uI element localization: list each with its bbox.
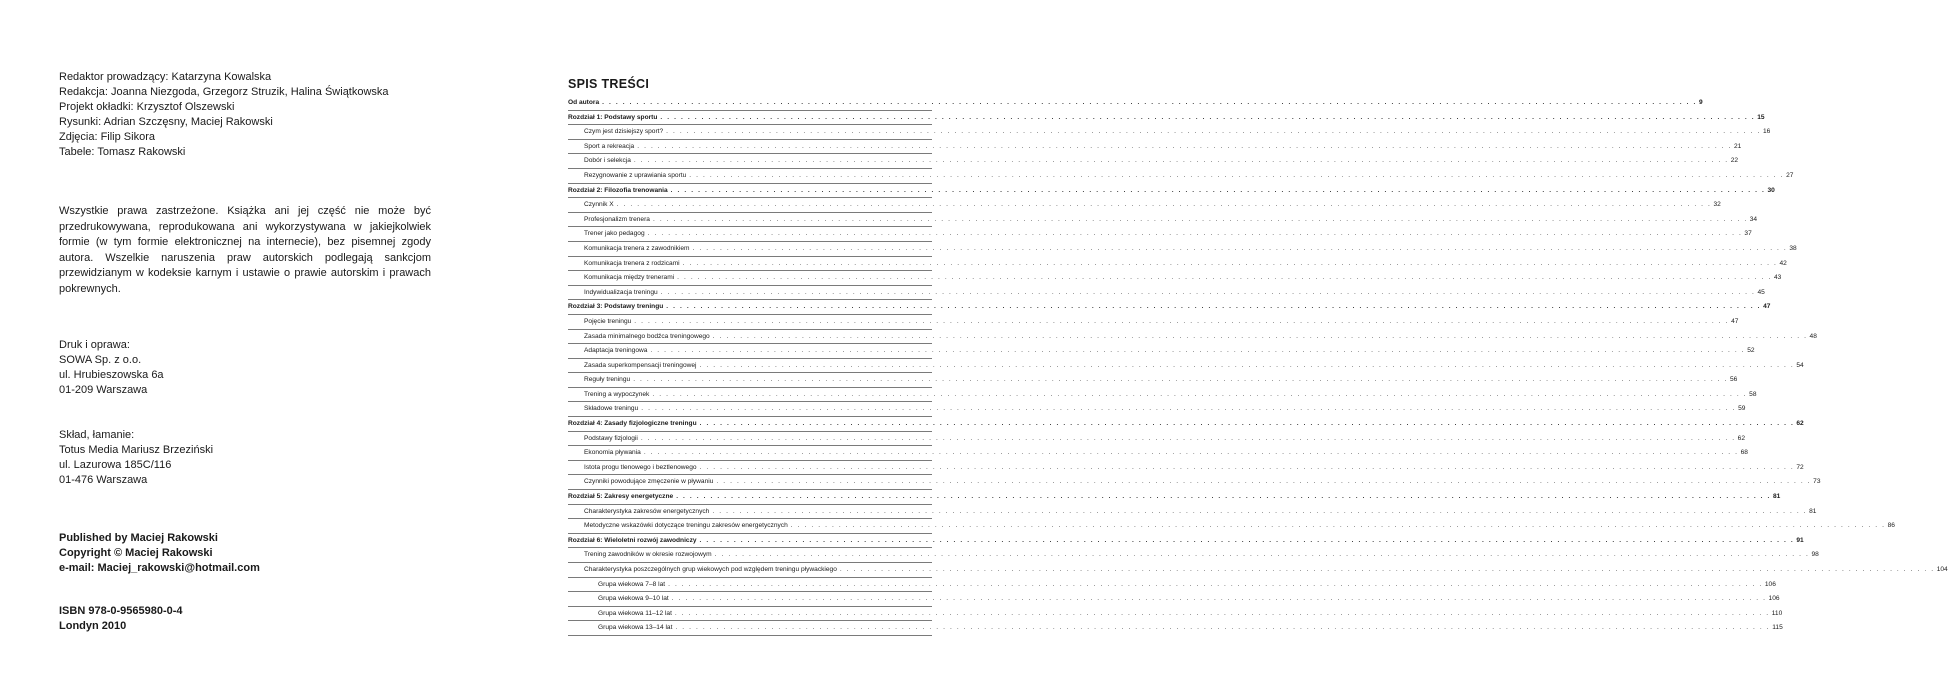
toc-leader-dots: . . . . . . . . . . . . . . . . . . . . . . . . . . . . . . . . . . . . . . . . . . . . . . . . . . . . . . . . . . . . . . . . . . . . . . . . . . . . . . . . . . . . . . . . . . . . . . . . . . . . . . . . . . . . . . . . . . . . . . . . . . . . . . . . . . . . . . . . . . . . . . . . . . . . . . . . . . . . . . . . [668, 580, 1763, 588]
toc-page-number: 56 [1729, 376, 1738, 384]
typesetting-info [59, 428, 213, 488]
toc-page-number: 43 [1773, 274, 1782, 282]
toc-chapter-row [568, 534, 1804, 549]
publisher-line: e-mail: Maciej_rakowski@hotmail.com [59, 562, 260, 574]
toc-leader-dots: . . . . . . . . . . . . . . . . . . . . . . . . . . . . . . . . . . . . . . . . . . . . . . . . . . . . . . . . . . . . . . . . . . . . . . . . . . . . . . . . . . . . . . . . . . . . . . . . . . . . . . . . . . . . . . . . . . . . . . . . . . . . . . . . . . . . . . . . . . . . . . . . . . . . . . . . . . . . . . . . [712, 507, 1808, 515]
toc-page-number: 98 [1811, 551, 1819, 559]
toc-page-number: 47 [1731, 317, 1739, 325]
print-line: Druk i oprawa: [59, 339, 130, 351]
toc-entry-label: Rozdział 4: Zasady fizjologiczne treningu [568, 420, 697, 428]
credit-line: Redakcja: Joanna Niezgoda, Grzegorz Struzik, Halina Świątkowska [59, 86, 389, 98]
toc-section-row [568, 373, 1738, 388]
toc-entry-label: Charakterystyka zakresów energetycznych [584, 507, 710, 515]
toc-entry-label: Trening a wypoczynek [584, 390, 650, 398]
toc-section-row [568, 621, 1783, 636]
toc-section-row [568, 461, 1804, 476]
toc-title: SPIS TREŚCI [568, 77, 650, 91]
publisher-info [59, 531, 260, 576]
toc-page-number: 106 [1764, 580, 1776, 588]
toc-entry-label: Profesjonalizm trenera [584, 215, 650, 223]
toc-section-row [568, 592, 1780, 607]
toc-page-number: 73 [1813, 478, 1821, 486]
toc-leader-dots: . . . . . . . . . . . . . . . . . . . . . . . . . . . . . . . . . . . . . . . . . . . . . . . . . . . . . . . . . . . . . . . . . . . . . . . . . . . . . . . . . . . . . . . . . . . . . . . . . . . . . . . . . . . . . . . . . . . . . . . . . . . . . . . . . . . . . . . . . . . . . . . . . . . . . . . . . . . . . . . . [682, 259, 1778, 267]
toc-section-row [568, 402, 1746, 417]
toc-leader-dots: . . . . . . . . . . . . . . . . . . . . . . . . . . . . . . . . . . . . . . . . . . . . . . . . . . . . . . . . . . . . . . . . . . . . . . . . . . . . . . . . . . . . . . . . . . . . . . . . . . . . . . . . . . . . . . . . . . . . . . . . . . . . . . . . . . . . . . . . . . . . . . . . . . . . . . . . . . . . . . . . [699, 536, 1795, 544]
toc-page-number: 22 [1730, 157, 1739, 165]
toc-leader-dots: . . . . . . . . . . . . . . . . . . . . . . . . . . . . . . . . . . . . . . . . . . . . . . . . . . . . . . . . . . . . . . . . . . . . . . . . . . . . . . . . . . . . . . . . . . . . . . . . . . . . . . . . . . . . . . . . . . . . . . . . . . . . . . . . . . . . . . . . . . . . . . . . . . . . . . . . . . . . . . . . [666, 128, 1761, 136]
toc-page-number: 58 [1749, 390, 1757, 398]
toc-entry-label: Rozdział 1: Podstawy sportu [568, 113, 658, 121]
toc-page-number: 115 [1772, 624, 1783, 632]
toc-section-row [568, 286, 1765, 301]
toc-leader-dots: . . . . . . . . . . . . . . . . . . . . . . . . . . . . . . . . . . . . . . . . . . . . . . . . . . . . . . . . . . . . . . . . . . . . . . . . . . . . . . . . . . . . . . . . . . . . . . . . . . . . . . . . . . . . . . . . . . . . . . . . . . . . . . . . . . . . . . . . . . . . . . . . . . . . . . . . . . . . . . . . [602, 99, 1697, 106]
toc-entry-label: Grupa wiekowa 11–12 lat [598, 609, 672, 617]
print-line: 01-209 Warszawa [59, 384, 148, 396]
toc-section-row [568, 315, 1739, 330]
toc-section-row [568, 242, 1797, 257]
toc-entry-label: Od autora [568, 99, 600, 106]
toc-page-number: 52 [1747, 347, 1755, 355]
toc-entry-label: Grupa wiekowa 13–14 lat [598, 624, 673, 632]
toc-section-row [568, 505, 1817, 520]
toc-leader-dots: . . . . . . . . . . . . . . . . . . . . . . . . . . . . . . . . . . . . . . . . . . . . . . . . . . . . . . . . . . . . . . . . . . . . . . . . . . . . . . . . . . . . . . . . . . . . . . . . . . . . . . . . . . . . . . . . . . . . . . . . . . . . . . . . . . . . . . . . . . . . . . . . . . . . . . . . . . . . . . . . [699, 463, 1795, 471]
print-line: SOWA Sp. z o.o. [59, 354, 142, 366]
toc-page-number: 68 [1740, 449, 1748, 457]
toc-leader-dots: . . . . . . . . . . . . . . . . . . . . . . . . . . . . . . . . . . . . . . . . . . . . . . . . . . . . . . . . . . . . . . . . . . . . . . . . . . . . . . . . . . . . . . . . . . . . . . . . . . . . . . . . . . . . . . . . . . . . . . . . . . . . . . . . . . . . . . . . . . . . . . . . . . . . . . . . . . . . . . . . [675, 624, 1771, 632]
toc-section-row [568, 154, 1739, 169]
toc-leader-dots: . . . . . . . . . . . . . . . . . . . . . . . . . . . . . . . . . . . . . . . . . . . . . . . . . . . . . . . . . . . . . . . . . . . . . . . . . . . . . . . . . . . . . . . . . . . . . . . . . . . . . . . . . . . . . . . . . . . . . . . . . . . . . . . . . . . . . . . . . . . . . . . . . . . . . . . . . . . . . . . . [790, 522, 1886, 530]
toc-page-number: 37 [1744, 230, 1752, 238]
toc-page-number: 45 [1757, 288, 1765, 296]
toc-entry-label: Komunikacja trenera z zawodnikiem [584, 244, 690, 252]
isbn-line: Londyn 2010 [59, 620, 127, 632]
toc-section-row [568, 198, 1721, 213]
toc-leader-dots: . . . . . . . . . . . . . . . . . . . . . . . . . . . . . . . . . . . . . . . . . . . . . . . . . . . . . . . . . . . . . . . . . . . . . . . . . . . . . . . . . . . . . . . . . . . . . . . . . . . . . . . . . . . . . . . . . . . . . . . . . . . . . . . . . . . . . . . . . . . . . . . . . . . . . . . . . . . . . . . . [660, 113, 1756, 121]
toc-entry-label: Sport a rekreacja [584, 142, 635, 150]
toc-page-number: 62 [1737, 434, 1746, 442]
toc-page-number: 16 [1762, 128, 1771, 136]
credit-line: Tabele: Tomasz Rakowski [59, 146, 186, 158]
toc-section-row [568, 563, 1948, 578]
toc-entry-label: Zasada minimalnego bodźca treningowego [584, 332, 710, 340]
toc-page-number: 106 [1768, 595, 1780, 603]
toc-leader-dots: . . . . . . . . . . . . . . . . . . . . . . . . . . . . . . . . . . . . . . . . . . . . . . . . . . . . . . . . . . . . . . . . . . . . . . . . . . . . . . . . . . . . . . . . . . . . . . . . . . . . . . . . . . . . . . . . . . . . . . . . . . . . . . . . . . . . . . . . . . . . . . . . . . . . . . . . . . . . . . . . [652, 215, 1748, 223]
toc-section-row [568, 330, 1817, 345]
toc-leader-dots: . . . . . . . . . . . . . . . . . . . . . . . . . . . . . . . . . . . . . . . . . . . . . . . . . . . . . . . . . . . . . . . . . . . . . . . . . . . . . . . . . . . . . . . . . . . . . . . . . . . . . . . . . . . . . . . . . . . . . . . . . . . . . . . . . . . . . . . . . . . . . . . . . . . . . . . . . . . . . . . . [839, 566, 1935, 573]
rights-notice: Wszystkie prawa zastrzeżone. Książka ani jej część nie może być przedrukowywana, reprodukowana ani wykorzystywana w jakiejkolwiek formie (w tym formie elektronicznej na internecie), bez pisemnej zgody autora. Wszelkie naruszenia praw autorskich podlegają sankcjom przewidzianym w kodeksie karnym i ustawie o prawie autorskim i prawach pokrewnych. [59, 205, 431, 295]
toc-leader-dots: . . . . . . . . . . . . . . . . . . . . . . . . . . . . . . . . . . . . . . . . . . . . . . . . . . . . . . . . . . . . . . . . . . . . . . . . . . . . . . . . . . . . . . . . . . . . . . . . . . . . . . . . . . . . . . . . . . . . . . . . . . . . . . . . . . . . . . . . . . . . . . . . . . . . . . . . . . . . . . . . [714, 551, 1810, 559]
toc-chapter-row [568, 96, 1703, 111]
toc-section-row [568, 519, 1895, 534]
toc-entry-label: Istota progu tlenowego i beztlenowego [584, 463, 697, 471]
toc-page-number: 54 [1796, 361, 1804, 369]
toc-leader-dots: . . . . . . . . . . . . . . . . . . . . . . . . . . . . . . . . . . . . . . . . . . . . . . . . . . . . . . . . . . . . . . . . . . . . . . . . . . . . . . . . . . . . . . . . . . . . . . . . . . . . . . . . . . . . . . . . . . . . . . . . . . . . . . . . . . . . . . . . . . . . . . . . . . . . . . . . . . . . . . . . [671, 595, 1767, 603]
publisher-line: Published by Maciej Rakowski [59, 532, 218, 544]
toc-page-number: 34 [1749, 215, 1758, 223]
toc-page-number: 48 [1809, 332, 1817, 340]
toc-leader-dots: . . . . . . . . . . . . . . . . . . . . . . . . . . . . . . . . . . . . . . . . . . . . . . . . . . . . . . . . . . . . . . . . . . . . . . . . . . . . . . . . . . . . . . . . . . . . . . . . . . . . . . . . . . . . . . . . . . . . . . . . . . . . . . . . . . . . . . . . . . . . . . . . . . . . . . . . . . . . . . . . [660, 288, 1756, 296]
toc-chapter-row [568, 417, 1804, 432]
toc-entry-label: Metodyczne wskazówki dotyczące treningu zakresów energetycznych [584, 522, 788, 530]
toc-list [568, 96, 1948, 636]
toc-entry-label: Rozdział 5: Zakresy energetyczne [568, 493, 674, 501]
isbn-line: ISBN 978-0-9565980-0-4 [59, 605, 183, 617]
toc-entry-label: Reguły treningu [584, 376, 631, 384]
toc-leader-dots: . . . . . . . . . . . . . . . . . . . . . . . . . . . . . . . . . . . . . . . . . . . . . . . . . . . . . . . . . . . . . . . . . . . . . . . . . . . . . . . . . . . . . . . . . . . . . . . . . . . . . . . . . . . . . . . . . . . . . . . . . . . . . . . . . . . . . . . . . . . . . . . . . . . . . . . . . . . . . . . . [647, 230, 1743, 238]
toc-section-row [568, 257, 1787, 272]
toc-entry-label: Trening zawodników w okresie rozwojowym [584, 551, 712, 559]
toc-section-row [568, 359, 1804, 374]
toc-section-row [568, 344, 1755, 359]
toc-page-number: 15 [1757, 113, 1765, 121]
toc-leader-dots: . . . . . . . . . . . . . . . . . . . . . . . . . . . . . . . . . . . . . . . . . . . . . . . . . . . . . . . . . . . . . . . . . . . . . . . . . . . . . . . . . . . . . . . . . . . . . . . . . . . . . . . . . . . . . . . . . . . . . . . . . . . . . . . . . . . . . . . . . . . . . . . . . . . . . . . . . . . . . . . . [643, 449, 1739, 457]
toc-leader-dots: . . . . . . . . . . . . . . . . . . . . . . . . . . . . . . . . . . . . . . . . . . . . . . . . . . . . . . . . . . . . . . . . . . . . . . . . . . . . . . . . . . . . . . . . . . . . . . . . . . . . . . . . . . . . . . . . . . . . . . . . . . . . . . . . . . . . . . . . . . . . . . . . . . . . . . . . . . . . . . . . [699, 361, 1795, 369]
toc-section-row [568, 271, 1782, 286]
toc-section-row [568, 227, 1752, 242]
print-line: ul. Hrubieszowska 6a [59, 369, 164, 381]
toc-leader-dots: . . . . . . . . . . . . . . . . . . . . . . . . . . . . . . . . . . . . . . . . . . . . . . . . . . . . . . . . . . . . . . . . . . . . . . . . . . . . . . . . . . . . . . . . . . . . . . . . . . . . . . . . . . . . . . . . . . . . . . . . . . . . . . . . . . . . . . . . . . . . . . . . . . . . . . . . . . . . . . . . [670, 186, 1766, 194]
toc-leader-dots: . . . . . . . . . . . . . . . . . . . . . . . . . . . . . . . . . . . . . . . . . . . . . . . . . . . . . . . . . . . . . . . . . . . . . . . . . . . . . . . . . . . . . . . . . . . . . . . . . . . . . . . . . . . . . . . . . . . . . . . . . . . . . . . . . . . . . . . . . . . . . . . . . . . . . . . . . . . . . . . . [650, 347, 1746, 355]
toc-section-row [568, 578, 1776, 593]
typesetting-line: Totus Media Mariusz Brzeziński [59, 444, 214, 456]
credit-line: Rysunki: Adrian Szczęsny, Maciej Rakowski [59, 116, 273, 128]
toc-entry-label: Charakterystyka poszczególnych grup wiekowych pod względem treningu pływackiego [584, 566, 837, 573]
toc-entry-label: Podstawy fizjologii [584, 434, 638, 442]
toc-entry-label: Rezygnowanie z uprawiania sportu [584, 171, 687, 179]
toc-page-number: 91 [1796, 536, 1804, 544]
toc-leader-dots: . . . . . . . . . . . . . . . . . . . . . . . . . . . . . . . . . . . . . . . . . . . . . . . . . . . . . . . . . . . . . . . . . . . . . . . . . . . . . . . . . . . . . . . . . . . . . . . . . . . . . . . . . . . . . . . . . . . . . . . . . . . . . . . . . . . . . . . . . . . . . . . . . . . . . . . . . . . . . . . . [674, 609, 1770, 617]
toc-page-number: 86 [1887, 522, 1895, 530]
toc-leader-dots: . . . . . . . . . . . . . . . . . . . . . . . . . . . . . . . . . . . . . . . . . . . . . . . . . . . . . . . . . . . . . . . . . . . . . . . . . . . . . . . . . . . . . . . . . . . . . . . . . . . . . . . . . . . . . . . . . . . . . . . . . . . . . . . . . . . . . . . . . . . . . . . . . . . . . . . . . . . . . . . . [666, 303, 1762, 311]
toc-section-row [568, 475, 1821, 490]
toc-leader-dots: . . . . . . . . . . . . . . . . . . . . . . . . . . . . . . . . . . . . . . . . . . . . . . . . . . . . . . . . . . . . . . . . . . . . . . . . . . . . . . . . . . . . . . . . . . . . . . . . . . . . . . . . . . . . . . . . . . . . . . . . . . . . . . . . . . . . . . . . . . . . . . . . . . . . . . . . . . . . . . . . [712, 332, 1808, 340]
typesetting-line: Skład, łamanie: [59, 429, 135, 441]
toc-chapter-row [568, 300, 1771, 315]
toc-page-number: 42 [1779, 259, 1787, 267]
toc-page-number: 47 [1763, 303, 1771, 311]
toc-entry-label: Ekonomia pływania [584, 449, 641, 457]
toc-entry-label: Indywidualizacja treningu [584, 288, 658, 296]
credit-line: Projekt okładki: Krzysztof Olszewski [59, 101, 235, 113]
toc-leader-dots: . . . . . . . . . . . . . . . . . . . . . . . . . . . . . . . . . . . . . . . . . . . . . . . . . . . . . . . . . . . . . . . . . . . . . . . . . . . . . . . . . . . . . . . . . . . . . . . . . . . . . . . . . . . . . . . . . . . . . . . . . . . . . . . . . . . . . . . . . . . . . . . . . . . . . . . . . . . . . . . . [641, 405, 1737, 413]
toc-section-row [568, 548, 1819, 563]
toc-leader-dots: . . . . . . . . . . . . . . . . . . . . . . . . . . . . . . . . . . . . . . . . . . . . . . . . . . . . . . . . . . . . . . . . . . . . . . . . . . . . . . . . . . . . . . . . . . . . . . . . . . . . . . . . . . . . . . . . . . . . . . . . . . . . . . . . . . . . . . . . . . . . . . . . . . . . . . . . . . . . . . . . [716, 478, 1812, 486]
toc-entry-label: Adaptacja treningowa [584, 347, 648, 355]
toc-page-number: 59 [1738, 405, 1746, 413]
toc-entry-label: Rozdział 3: Podstawy treningu [568, 303, 664, 311]
toc-entry-label: Czynnik X [584, 201, 614, 209]
credit-line: Redaktor prowadzący: Katarzyna Kowalska [59, 71, 272, 83]
toc-leader-dots: . . . . . . . . . . . . . . . . . . . . . . . . . . . . . . . . . . . . . . . . . . . . . . . . . . . . . . . . . . . . . . . . . . . . . . . . . . . . . . . . . . . . . . . . . . . . . . . . . . . . . . . . . . . . . . . . . . . . . . . . . . . . . . . . . . . . . . . . . . . . . . . . . . . . . . . . . . . . . . . . [640, 434, 1736, 442]
isbn-info [59, 604, 183, 634]
toc-section-row [568, 213, 1758, 228]
toc-section-row [568, 446, 1748, 461]
credits-block [59, 70, 429, 160]
toc-page-number: 27 [1786, 171, 1794, 179]
credit-line: Zdjęcia: Filip Sikora [59, 131, 155, 143]
toc-leader-dots: . . . . . . . . . . . . . . . . . . . . . . . . . . . . . . . . . . . . . . . . . . . . . . . . . . . . . . . . . . . . . . . . . . . . . . . . . . . . . . . . . . . . . . . . . . . . . . . . . . . . . . . . . . . . . . . . . . . . . . . . . . . . . . . . . . . . . . . . . . . . . . . . . . . . . . . . . . . . . . . . [699, 420, 1795, 428]
toc-leader-dots: . . . . . . . . . . . . . . . . . . . . . . . . . . . . . . . . . . . . . . . . . . . . . . . . . . . . . . . . . . . . . . . . . . . . . . . . . . . . . . . . . . . . . . . . . . . . . . . . . . . . . . . . . . . . . . . . . . . . . . . . . . . . . . . . . . . . . . . . . . . . . . . . . . . . . . . . . . . . . . . . [676, 493, 1771, 501]
toc-entry-label: Grupa wiekowa 7–8 lat [598, 580, 666, 588]
toc-page-number: 62 [1796, 420, 1804, 428]
typesetting-line: 01-476 Warszawa [59, 474, 148, 486]
toc-entry-label: Czym jest dzisiejszy sport? [584, 128, 664, 136]
toc-page-number: 72 [1796, 463, 1804, 471]
toc-section-row [568, 169, 1794, 184]
toc-entry-label: Pojęcie treningu [584, 317, 632, 325]
toc-entry-label: Trener jako pedagog [584, 230, 645, 238]
toc-entry-label: Dobór i selekcja [584, 157, 631, 165]
toc-section-row [568, 432, 1746, 447]
toc-page-number: 110 [1771, 609, 1783, 617]
toc-page-number: 32 [1713, 201, 1721, 209]
toc-page-number: 38 [1789, 244, 1797, 252]
table-of-contents [568, 77, 1948, 636]
print-info [59, 338, 164, 398]
toc-leader-dots: . . . . . . . . . . . . . . . . . . . . . . . . . . . . . . . . . . . . . . . . . . . . . . . . . . . . . . . . . . . . . . . . . . . . . . . . . . . . . . . . . . . . . . . . . . . . . . . . . . . . . . . . . . . . . . . . . . . . . . . . . . . . . . . . . . . . . . . . . . . . . . . . . . . . . . . . . . . . . . . . [633, 157, 1729, 165]
toc-leader-dots: . . . . . . . . . . . . . . . . . . . . . . . . . . . . . . . . . . . . . . . . . . . . . . . . . . . . . . . . . . . . . . . . . . . . . . . . . . . . . . . . . . . . . . . . . . . . . . . . . . . . . . . . . . . . . . . . . . . . . . . . . . . . . . . . . . . . . . . . . . . . . . . . . . . . . . . . . . . . . . . . [689, 171, 1785, 179]
typesetting-line: ul. Lazurowa 185C/116 [59, 459, 172, 471]
toc-page-number: 30 [1767, 186, 1775, 194]
toc-entry-label: Komunikacja trenera z rodzicami [584, 259, 680, 267]
toc-entry-label: Zasada superkompensacji treningowej [584, 361, 697, 369]
toc-page-number: 81 [1772, 493, 1781, 501]
toc-chapter-row [568, 490, 1781, 505]
toc-page-number: 9 [1698, 99, 1703, 106]
toc-entry-label: Czynniki powodujące zmęczenie w pływaniu [584, 478, 714, 486]
toc-chapter-row [568, 111, 1765, 126]
toc-section-row [568, 140, 1742, 155]
toc-section-row [568, 125, 1771, 140]
toc-page-number: 21 [1734, 142, 1742, 150]
toc-entry-label: Komunikacja między trenerami [584, 274, 675, 282]
toc-leader-dots: . . . . . . . . . . . . . . . . . . . . . . . . . . . . . . . . . . . . . . . . . . . . . . . . . . . . . . . . . . . . . . . . . . . . . . . . . . . . . . . . . . . . . . . . . . . . . . . . . . . . . . . . . . . . . . . . . . . . . . . . . . . . . . . . . . . . . . . . . . . . . . . . . . . . . . . . . . . . . . . . [634, 317, 1730, 325]
toc-leader-dots: . . . . . . . . . . . . . . . . . . . . . . . . . . . . . . . . . . . . . . . . . . . . . . . . . . . . . . . . . . . . . . . . . . . . . . . . . . . . . . . . . . . . . . . . . . . . . . . . . . . . . . . . . . . . . . . . . . . . . . . . . . . . . . . . . . . . . . . . . . . . . . . . . . . . . . . . . . . . . . . . [677, 274, 1772, 282]
toc-leader-dots: . . . . . . . . . . . . . . . . . . . . . . . . . . . . . . . . . . . . . . . . . . . . . . . . . . . . . . . . . . . . . . . . . . . . . . . . . . . . . . . . . . . . . . . . . . . . . . . . . . . . . . . . . . . . . . . . . . . . . . . . . . . . . . . . . . . . . . . . . . . . . . . . . . . . . . . . . . . . . . . . [616, 201, 1712, 209]
toc-leader-dots: . . . . . . . . . . . . . . . . . . . . . . . . . . . . . . . . . . . . . . . . . . . . . . . . . . . . . . . . . . . . . . . . . . . . . . . . . . . . . . . . . . . . . . . . . . . . . . . . . . . . . . . . . . . . . . . . . . . . . . . . . . . . . . . . . . . . . . . . . . . . . . . . . . . . . . . . . . . . . . . . [633, 376, 1728, 384]
toc-entry-label: Rozdział 6: Wieloletni rozwój zawodniczy [568, 536, 697, 544]
toc-leader-dots: . . . . . . . . . . . . . . . . . . . . . . . . . . . . . . . . . . . . . . . . . . . . . . . . . . . . . . . . . . . . . . . . . . . . . . . . . . . . . . . . . . . . . . . . . . . . . . . . . . . . . . . . . . . . . . . . . . . . . . . . . . . . . . . . . . . . . . . . . . . . . . . . . . . . . . . . . . . . . . . . [692, 244, 1788, 252]
toc-page-number: 104 [1936, 566, 1948, 573]
toc-chapter-row [568, 184, 1775, 199]
publisher-line: Copyright © Maciej Rakowski [59, 547, 213, 559]
toc-leader-dots: . . . . . . . . . . . . . . . . . . . . . . . . . . . . . . . . . . . . . . . . . . . . . . . . . . . . . . . . . . . . . . . . . . . . . . . . . . . . . . . . . . . . . . . . . . . . . . . . . . . . . . . . . . . . . . . . . . . . . . . . . . . . . . . . . . . . . . . . . . . . . . . . . . . . . . . . . . . . . . . . [637, 142, 1733, 150]
toc-section-row [568, 388, 1757, 403]
toc-leader-dots: . . . . . . . . . . . . . . . . . . . . . . . . . . . . . . . . . . . . . . . . . . . . . . . . . . . . . . . . . . . . . . . . . . . . . . . . . . . . . . . . . . . . . . . . . . . . . . . . . . . . . . . . . . . . . . . . . . . . . . . . . . . . . . . . . . . . . . . . . . . . . . . . . . . . . . . . . . . . . . . . [652, 390, 1748, 398]
toc-entry-label: Rozdział 2: Filozofia trenowania [568, 186, 668, 194]
toc-entry-label: Składowe treningu [584, 405, 639, 413]
toc-entry-label: Grupa wiekowa 9–10 lat [598, 595, 669, 603]
toc-page-number: 81 [1809, 507, 1817, 515]
toc-section-row [568, 607, 1783, 622]
